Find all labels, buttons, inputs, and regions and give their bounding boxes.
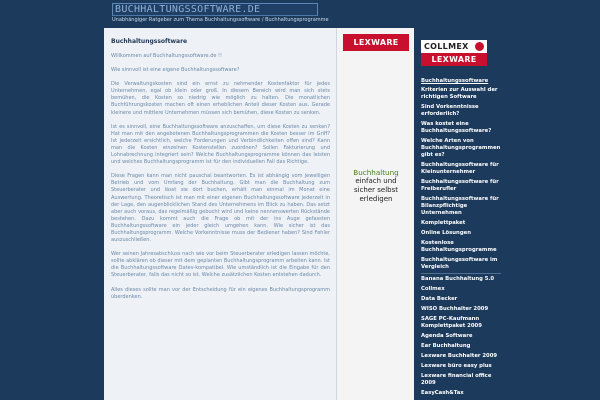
body-paragraph: Alles dieses sollte man vor der Entscheidung für ein eigenes Buchhaltungsprogramm überdenken.	[111, 286, 330, 300]
nav-item-freiberufler[interactable]: Buchhaltungssoftware für Freiberufler	[421, 179, 499, 192]
nav-item-buchhaltungssoftware[interactable]: Buchhaltungssoftware	[421, 78, 489, 84]
nav-item-banana[interactable]: Banana Buchhaltung 5.0	[421, 276, 495, 282]
nav-item-collmex[interactable]: Collmex	[421, 286, 445, 292]
ad-slogan-line: erledigen	[359, 195, 393, 203]
page-title: Buchhaltungssoftware	[111, 38, 188, 45]
nav-item-sage[interactable]: SAGE PC-Kaufmann Komplettpaket 2009	[421, 316, 482, 329]
nav-item-ear[interactable]: Ear Buchhaltung	[421, 343, 471, 349]
nav-item-wiso[interactable]: WISO Buchhalter 2009	[421, 306, 489, 312]
nav-item-lexware-buero[interactable]: Lexware büro easy plus	[421, 363, 492, 369]
collmex-logo[interactable]	[421, 40, 487, 53]
nav-item-kleinunternehmer[interactable]: Buchhaltungssoftware für Kleinunternehmer	[421, 162, 499, 175]
nav-item-bilanzpflichtige[interactable]: Buchhaltungssoftware für Bilanzpflichtige Unternehmen	[421, 196, 499, 216]
nav-item-vergleich[interactable]: Buchhaltungssoftware im Vergleich	[421, 257, 501, 274]
nav-item-online-loesungen[interactable]: Online Lösungen	[421, 230, 471, 236]
nav-item-kosten[interactable]: Was kostet eine Buchhaltungssoftware?	[421, 121, 492, 134]
ad-slogan[interactable]	[343, 168, 409, 204]
site-tagline: Unabhängiger Ratgeber zum Thema Buchhaltungssoftware / Buchhaltungsprogramme	[112, 17, 329, 23]
ad-column[interactable]	[336, 28, 414, 400]
nav-item-lexware-buchhalter[interactable]: Lexware Buchhalter 2009	[421, 353, 498, 359]
nav-item-easycash[interactable]: EasyCash&Tax	[421, 390, 464, 396]
nav-item-vorkenntnisse[interactable]: Sind Vorkenntnisse erforderlich?	[421, 104, 479, 117]
main-content	[104, 28, 336, 400]
body-paragraph: Die Verwaltungskosten sind ein ernst zu nehmender Kostenfaktor für jedes Unternehmen, egal ob klein oder groß. In diesem Bereich wird man sich stets bemühen, die Kosten so niedrig wie möglich zu halten. Die monatlichen Buchführungskosten machen oft einen erheblichen Anteil dieser Kosten aus. Gerade kleinere und mittlere Unternehmen müssen sich bemühen, diese Kosten zu senken.	[111, 81, 330, 116]
nav-item-lexware-financial[interactable]: Lexware financial office 2009	[421, 373, 492, 386]
ad-slogan-line: sicher selbst	[353, 186, 399, 194]
nav-item-kriterien[interactable]: Kriterien zur Auswahl der richtigen Software	[421, 87, 498, 100]
body-paragraph: Ist es sinnvoll, eine Buchhaltungssoftware anzuschaffen, um diese Kosten zu senken? Hat man mit den angebotenen Buchhaltungsprogrammen die Kosten besser im Griff? Ist jederzeit ersichtlich, welche Forderungen und Verbindlichkeiten offen sind? Kann man die Kosten einzelnen Kostenstellen zuordnen? Sollen Fakturierung und Lohnabrechnung integriert sein? Welche Buchhaltungsprogramme können das leisten und welches Buchhaltungsprogramm ist für den individuellen Fall das Richtige.	[111, 123, 330, 166]
site-header	[0, 0, 600, 28]
sidebar-nav	[421, 78, 501, 400]
collmex-logo-text: COLLMEX	[424, 42, 469, 51]
nav-item-kostenlose[interactable]: Kostenlose Buchhaltungsprogramme	[421, 240, 497, 253]
collmex-mark-icon	[475, 42, 484, 51]
nav-item-agenda[interactable]: Agenda Software	[421, 333, 473, 339]
nav-item-data-becker[interactable]: Data Becker	[421, 296, 458, 302]
site-logo[interactable]: BUCHHALTUNGSSOFTWARE.DE	[112, 3, 318, 16]
lexware-logo-banner[interactable]: LEXWARE	[343, 34, 409, 51]
nav-item-arten[interactable]: Welche Arten von Buchhaltungsprogrammen gibt es?	[421, 138, 501, 158]
body-paragraph: Wer seinen Jahresabschluss nach wie vor beim Steuerberater erledigen lassen möchte, sollte abklären ob dieser mit dem geplanten Buchhaltungsprogramm arbeiten kann. Ist die Buchhaltungssoftware Datev-kompatibel. Wie umständlich ist die Eingabe für den Steuerberater, falls das nicht so ist. Welche zusätzlichen Kosten entstehen dadurch.	[111, 251, 330, 279]
question-paragraph: Wie sinnvoll ist eine eigene Buchhaltungssoftware?	[111, 67, 240, 74]
ad-slogan-line: Buchhaltung	[353, 168, 399, 177]
lexware-logo[interactable]: LEXWARE	[421, 53, 487, 66]
ad-slogan-line: einfach und	[355, 177, 397, 185]
body-paragraph: Diese Fragen kann man nicht pauschal beantworten. Es ist abhängig vom jeweiligen Betrieb und vom Umfang der Buchhaltung. Gibt man die Buchhaltung zum Steuerberater und lässt sie dort buchen, erhält man einmal im Monat eine Auswertung. Theoretisch ist man mit einer eigenen Buchhaltungssoftware jederzeit in der Lage, den augenblicklichen Stand des Unternehmens im Blick zu haben. Das setzt aber auch voraus, das regelmäßig gebucht wird und keine nennenswerten Rückstände bestehen. Dazu kommt auch die Frage ob mit der ins Auge gefassten Buchhaltungssoftware ein jeder gleich umgehen kann. Wie sicher ist das Buchhaltungsprogramm. Welche Vorkenntnisse muss der Bediener haben? Sind Fehler auszuschließen.	[111, 173, 330, 244]
nav-item-komplettpaket[interactable]: Komplettpaket	[421, 220, 466, 226]
intro-paragraph: Willkommen auf Buchhaltungssoftware.de !!	[111, 53, 223, 59]
sidebar	[414, 28, 502, 400]
